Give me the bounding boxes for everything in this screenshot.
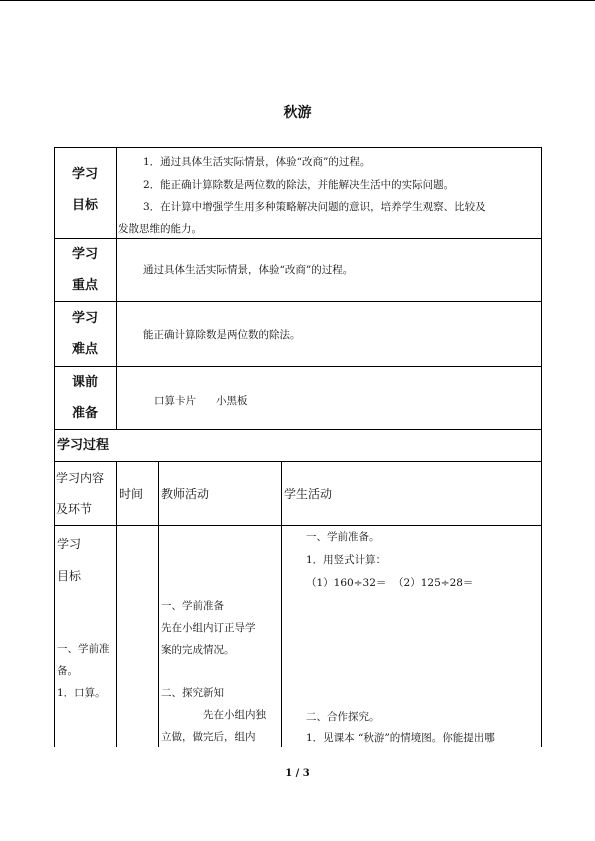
teacher-item: 一、学前准备 [161,600,224,612]
key-points-text: 通过具体生活实际情景，体验“改商”的过程。 [143,264,354,276]
objective-item: 3．在计算中增强学生用多种策略解决问题的意识，培养学生观察、比较及 [143,201,486,213]
teacher-item: 先在小组内独 [203,709,266,721]
teacher-item: 案的完成情况。 [161,644,235,656]
preparation-label: 课前 准备 [71,375,98,421]
difficulties-text: 能正确计算除数是两位数的除法。 [143,329,301,341]
content-item: 学习 [57,537,82,551]
page-top-rule [0,0,595,1]
row-divider [54,238,542,239]
header-content-line2: 及环节 [56,502,93,516]
table-border-right [541,147,542,747]
page-title: 秋游 [283,105,312,121]
header-time: 时间 [119,487,144,501]
process-heading: 学习过程 [57,438,110,453]
row-divider [54,366,542,367]
content-item: 1．口算。 [57,687,106,699]
row-divider [54,301,542,302]
student-item: 1．见课本 “秋游”的情境图。你能提出哪 [306,732,495,744]
teacher-item: 二、探究新知 [161,687,224,699]
objective-item: 1．通过具体生活实际情景，体验“改商”的过程。 [143,156,371,168]
objective-item: 发散思维的能力。 [118,223,202,235]
difficulties-label: 学习 难点 [71,311,98,357]
header-content-line1: 学习内容 [56,471,105,485]
table-border-top [54,147,542,148]
student-item: 二、合作探究。 [306,711,380,723]
process-col-divider [281,461,282,747]
header-student: 学生活动 [284,487,333,501]
row-divider [54,429,542,430]
process-col-divider [158,461,159,747]
objective-item: 2．能正确计算除数是两位数的除法，并能解决生活中的实际问题。 [143,179,455,191]
content-item: 目标 [57,569,82,583]
content-item: 备。 [57,665,78,677]
row-divider [54,461,542,462]
student-item: （1）160÷32＝ （2）125÷28＝ [306,577,474,589]
content-item: 一、学前准 [57,643,110,655]
header-teacher: 教师活动 [161,487,210,501]
preparation-text: 口算卡片 小黑板 [154,395,248,407]
student-item: 一、学前准备。 [306,531,380,543]
table-border-left [54,147,55,747]
page-number: 1 / 3 [285,768,310,779]
teacher-item: 先在小组内订正导学 [161,622,256,634]
row-divider [54,525,542,526]
student-item: 1．用竖式计算： [306,554,387,566]
label-column-divider [116,147,117,430]
key-points-label: 学习 重点 [71,247,98,293]
teacher-item: 立做，做完后，组内 [161,731,256,743]
process-col-divider [116,461,117,747]
objectives-label: 学习 目标 [71,167,98,213]
